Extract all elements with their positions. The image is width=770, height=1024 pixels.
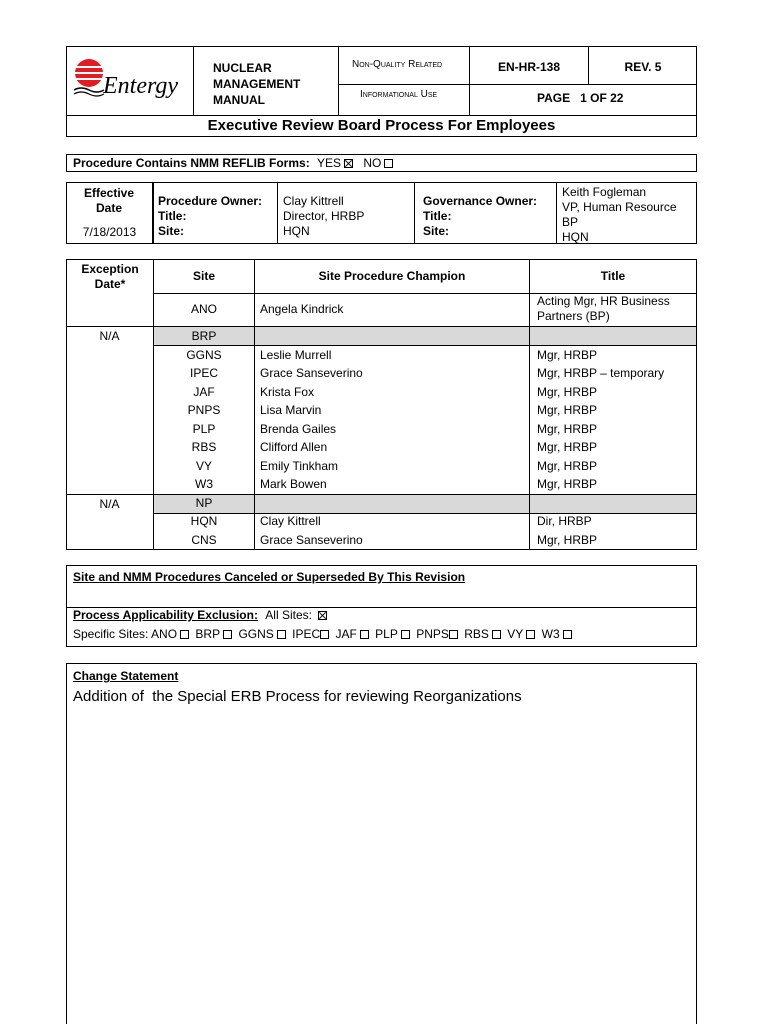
col-champion: Site Procedure Champion (318, 269, 466, 283)
table-row-name: Mark Bowen (260, 477, 327, 491)
table-row-name: Leslie Murrell (260, 347, 332, 362)
name-list (260, 327, 525, 549)
specific-sites-label: Specific Sites: (73, 627, 149, 641)
table-row-title: Mgr, HRBP (537, 532, 598, 547)
site-option-label: GGNS (238, 627, 274, 641)
gov-values: Keith Fogleman VP, Human Resource BP HQN (562, 185, 677, 244)
applicability-line-2 (73, 627, 575, 641)
page-number: PAGE 1 OF 22 (537, 91, 624, 105)
col-exception-date: Exception Date* (81, 262, 139, 291)
revision: REV. 5 (624, 60, 662, 74)
table-row-site: W3 (195, 477, 213, 491)
table-row-title (537, 327, 695, 346)
all-sites-checkbox[interactable] (318, 611, 327, 620)
table-row-site: JAF (193, 384, 215, 399)
table-row-name: Grace Sanseverino (260, 366, 363, 380)
site-checkbox-ipec[interactable] (320, 630, 329, 639)
exception-date-np: N/A (99, 497, 120, 511)
site-checkbox-brp[interactable] (223, 630, 232, 639)
reflib-label: Procedure Contains NMM REFLIB Forms: (73, 156, 310, 170)
table-row-name: Grace Sanseverino (260, 532, 363, 547)
applicability-label: Process Applicability Exclusion: (73, 608, 258, 622)
exception-date-brp: N/A (99, 329, 120, 343)
site-option-label: PLP (375, 627, 398, 641)
col-title: Title (600, 269, 626, 283)
applicability-line-1 (73, 608, 330, 622)
sun-logo-icon (72, 58, 106, 98)
change-statement-text: Addition of the Special ERB Process for reviewing Reorganizations (73, 688, 522, 705)
site-checkbox-rbs[interactable] (492, 630, 501, 639)
effective-label: Effective Date (83, 186, 135, 215)
table-row-title: Dir, HRBP (537, 514, 592, 528)
table-row-title (537, 494, 695, 513)
table-row-site: ANO (190, 302, 217, 316)
table-row-title: Mgr, HRBP (537, 347, 598, 362)
canceled-label: Site and NMM Procedures Canceled or Superseded By This Revision (73, 570, 466, 584)
table-row-name: Angela Kindrick (260, 302, 344, 316)
site-checkbox-w3[interactable] (563, 630, 572, 639)
reflib-yes-label: YES (317, 156, 342, 170)
reflib-no-label: NO (363, 156, 382, 170)
site-option-label: BRP (195, 627, 221, 641)
table-row-title: Acting Mgr, HR Business Partners (BP) (537, 294, 670, 323)
site-option-label: W3 (541, 627, 560, 641)
table-row-site: PNPS (187, 403, 221, 417)
entergy-logo (72, 56, 182, 106)
table-row-name: Lisa Marvin (260, 403, 322, 417)
table-row-name: Krista Fox (260, 384, 315, 399)
all-sites-label: All Sites: (265, 608, 312, 622)
gov-labels: Governance Owner: Title: Site: (423, 194, 538, 238)
table-row-title: Mgr, HRBP (537, 458, 598, 473)
site-option-label: PNPS (416, 627, 449, 641)
owner-values: Clay Kittrell Director, HRBP HQN (283, 194, 365, 238)
reflib-no-checkbox[interactable] (384, 159, 393, 168)
site-checkbox-jaf[interactable] (360, 630, 369, 639)
owner-labels: Procedure Owner: Title: Site: (158, 194, 263, 238)
site-option-label: JAF (335, 627, 357, 641)
site-checkbox-ano[interactable] (180, 630, 189, 639)
table-row-site: RBS (191, 440, 217, 454)
table-row-title: Mgr, HRBP (537, 440, 598, 454)
table-row-site: VY (195, 458, 212, 473)
change-statement-label: Change Statement (73, 669, 179, 683)
reflib-line (73, 156, 396, 170)
document-title: Executive Review Board Process For Employees (207, 117, 556, 134)
table-row-name: Clay Kittrell (260, 514, 321, 528)
manual-title: NUCLEAR MANAGEMENT MANUAL (213, 61, 301, 107)
site-list (154, 327, 254, 549)
table-row-site: CNS (191, 532, 217, 547)
site-checkbox-pnps[interactable] (449, 630, 458, 639)
site-checkbox-vy[interactable] (526, 630, 535, 639)
site-option-label: VY (507, 627, 524, 641)
table-row-name: Brenda Gailes (260, 421, 337, 436)
use-status: Informational Use (360, 89, 438, 100)
table-row-name (260, 494, 525, 513)
table-row-title: Mgr, HRBP (537, 403, 598, 417)
quality-status: Non-Quality Related (352, 59, 443, 70)
change-statement-box (66, 663, 697, 1024)
doc-number: EN-HR-138 (497, 60, 560, 74)
table-row-site: IPEC (189, 366, 218, 380)
table-row-site: NP (195, 495, 213, 510)
table-row-name (260, 327, 525, 346)
site-checkbox-plp[interactable] (401, 630, 410, 639)
col-site: Site (192, 269, 215, 283)
company-name: Entergy (103, 73, 179, 99)
table-row-name: Clifford Allen (260, 440, 328, 454)
table-row-site: GGNS (186, 347, 222, 362)
title-list (537, 327, 695, 549)
site-option-label: ANO (151, 627, 178, 641)
reflib-yes-checkbox[interactable] (344, 159, 353, 168)
table-row-title: Mgr, HRBP (537, 384, 598, 399)
site-checkbox-ggns[interactable] (277, 630, 286, 639)
table-row-site: PLP (192, 421, 216, 436)
effective-date: 7/18/2013 (82, 225, 137, 239)
table-row-title: Mgr, HRBP (537, 421, 598, 436)
table-row-site: BRP (191, 329, 217, 343)
table-row-title: Mgr, HRBP (537, 477, 598, 491)
site-option-label: RBS (464, 627, 489, 641)
site-option-label: IPEC (292, 627, 321, 641)
table-row-name: Emily Tinkham (260, 458, 339, 473)
table-row-title: Mgr, HRBP – temporary (537, 366, 665, 380)
table-row-site: HQN (190, 514, 218, 528)
